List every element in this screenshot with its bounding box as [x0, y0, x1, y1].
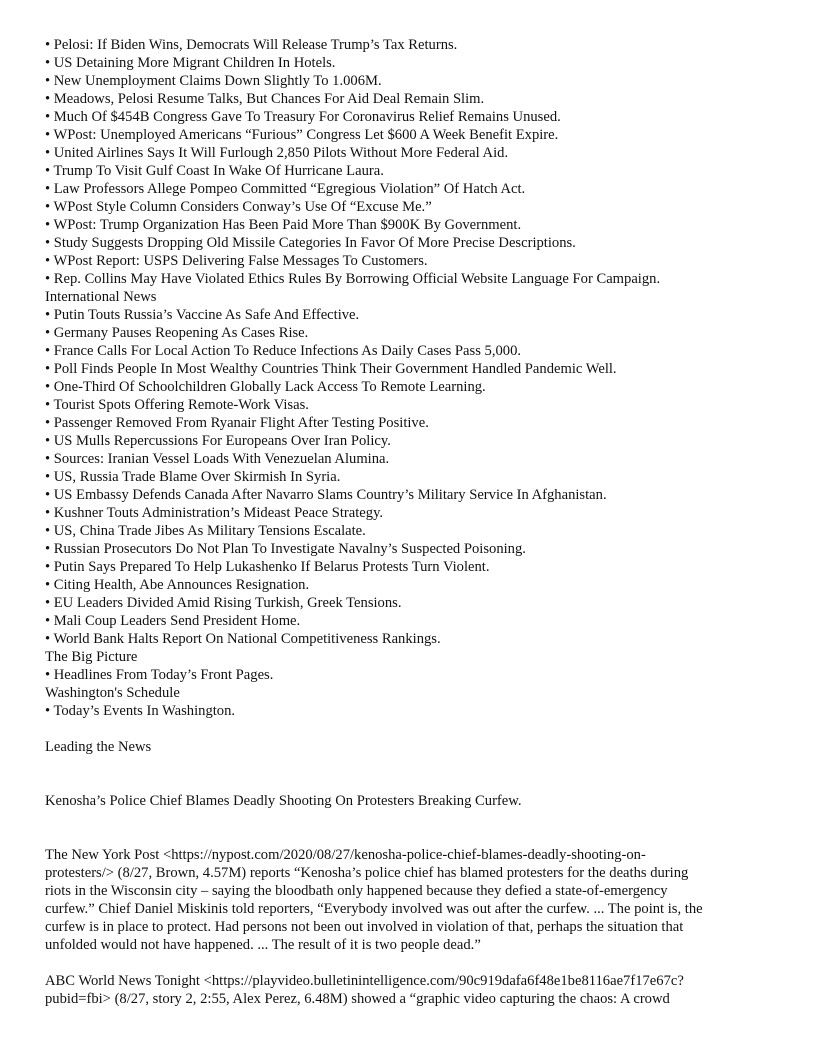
- list-item: • Law Professors Allege Pompeo Committed “Egregious Violation” Of Hatch Act.: [45, 181, 526, 197]
- paragraph-line: The New York Post <https://nypost.com/2020/08/27/kenosha-police-chief-blames-deadly-shooting-on-: [45, 847, 646, 863]
- paragraph-line: riots in the Wisconsin city – saying the bloodbath only happened because they defied a state-of-emergency: [45, 883, 668, 899]
- paragraph-line: protesters/> (8/27, Brown, 4.57M) reports “Kenosha’s police chief has blamed protesters for the deaths during: [45, 865, 689, 881]
- paragraph-line: curfew is in place to protect. Had persons not been out involved in violation of that, perhaps the situation that: [45, 919, 684, 935]
- spacer: [45, 954, 773, 972]
- list-item: • Putin Says Prepared To Help Lukashenko If Belarus Protests Turn Violent.: [45, 559, 490, 575]
- list-item: • Putin Touts Russia’s Vaccine As Safe And Effective.: [45, 307, 360, 323]
- list-item: • WPost: Trump Organization Has Been Paid More Than $900K By Government.: [45, 217, 522, 233]
- list-item: • EU Leaders Divided Amid Rising Turkish, Greek Tensions.: [45, 595, 402, 611]
- big-picture-section: [45, 648, 773, 684]
- list-item: • United Airlines Says It Will Furlough 2,850 Pilots Without More Federal Aid.: [45, 145, 509, 161]
- paragraph-line: unfolded would not have happened. ... The result of it is two people dead.”: [45, 937, 481, 953]
- spacer: [45, 720, 773, 738]
- list-item: • One-Third Of Schoolchildren Globally Lack Access To Remote Learning.: [45, 379, 486, 395]
- paragraph-line: curfew.” Chief Daniel Miskinis told reporters, “Everybody involved was out after the curfew. ... The point is, the: [45, 901, 703, 917]
- list-item: • US Mulls Repercussions For Europeans Over Iran Policy.: [45, 433, 391, 449]
- domestic-news-list: [45, 36, 773, 288]
- list-item: • WPost Report: USPS Delivering False Messages To Customers.: [45, 253, 428, 269]
- list-item: • Meadows, Pelosi Resume Talks, But Chances For Aid Deal Remain Slim.: [45, 91, 485, 107]
- list-item: • US, China Trade Jibes As Military Tensions Escalate.: [45, 523, 366, 539]
- list-item: • Pelosi: If Biden Wins, Democrats Will Release Trump’s Tax Returns.: [45, 37, 458, 53]
- story-paragraph: [45, 972, 769, 1008]
- paragraph-line: ABC World News Tonight <https://playvideo.bulletinintelligence.com/90c919dafa6f48e1be8116ae7f17e67c?: [45, 973, 684, 989]
- spacer: [45, 810, 773, 846]
- document-page: [45, 36, 773, 1008]
- list-item: • Much Of $454B Congress Gave To Treasury For Coronavirus Relief Remains Unused.: [45, 109, 561, 125]
- paragraph-line: pubid=fbi> (8/27, story 2, 2:55, Alex Perez, 6.48M) showed a “graphic video capturing the chaos: A crowd: [45, 991, 670, 1007]
- list-item: • Today’s Events In Washington.: [45, 703, 236, 719]
- story-headline: Kenosha’s Police Chief Blames Deadly Shooting On Protesters Breaking Curfew.: [45, 793, 522, 809]
- list-item: • Kushner Touts Administration’s Mideast Peace Strategy.: [45, 505, 384, 521]
- list-item: • Headlines From Today’s Front Pages.: [45, 667, 274, 683]
- list-item: • Citing Health, Abe Announces Resignation.: [45, 577, 310, 593]
- list-item: • France Calls For Local Action To Reduce Infections As Daily Cases Pass 5,000.: [45, 343, 522, 359]
- international-news-section: [45, 288, 773, 648]
- list-item: • Mali Coup Leaders Send President Home.: [45, 613, 301, 629]
- list-item: • Sources: Iranian Vessel Loads With Venezuelan Alumina.: [45, 451, 390, 467]
- list-item: • US Embassy Defends Canada After Navarro Slams Country’s Military Service In Afghanistan.: [45, 487, 607, 503]
- leading-news-heading: Leading the News: [45, 739, 152, 755]
- section-heading: The Big Picture: [45, 649, 138, 665]
- list-item: • Russian Prosecutors Do Not Plan To Investigate Navalny’s Suspected Poisoning.: [45, 541, 526, 557]
- list-item: • US Detaining More Migrant Children In Hotels.: [45, 55, 336, 71]
- list-item: • Trump To Visit Gulf Coast In Wake Of Hurricane Laura.: [45, 163, 384, 179]
- list-item: • Germany Pauses Reopening As Cases Rise.: [45, 325, 309, 341]
- list-item: • Poll Finds People In Most Wealthy Countries Think Their Government Handled Pandemic Well.: [45, 361, 617, 377]
- list-item: • New Unemployment Claims Down Slightly To 1.006M.: [45, 73, 382, 89]
- list-item: • Rep. Collins May Have Violated Ethics Rules By Borrowing Official Website Language For Campaign.: [45, 271, 661, 287]
- section-heading: International News: [45, 289, 157, 305]
- section-heading: Washington's Schedule: [45, 685, 180, 701]
- list-item: • Tourist Spots Offering Remote-Work Visas.: [45, 397, 309, 413]
- list-item: • World Bank Halts Report On National Competitiveness Rankings.: [45, 631, 441, 647]
- spacer: [45, 756, 773, 792]
- list-item: • Passenger Removed From Ryanair Flight After Testing Positive.: [45, 415, 429, 431]
- list-item: • WPost Style Column Considers Conway’s Use Of “Excuse Me.”: [45, 199, 432, 215]
- list-item: • WPost: Unemployed Americans “Furious” Congress Let $600 A Week Benefit Expire.: [45, 127, 559, 143]
- washington-schedule-section: [45, 684, 773, 720]
- list-item: • Study Suggests Dropping Old Missile Categories In Favor Of More Precise Descriptions.: [45, 235, 576, 251]
- story-paragraph: [45, 846, 769, 954]
- list-item: • US, Russia Trade Blame Over Skirmish In Syria.: [45, 469, 341, 485]
